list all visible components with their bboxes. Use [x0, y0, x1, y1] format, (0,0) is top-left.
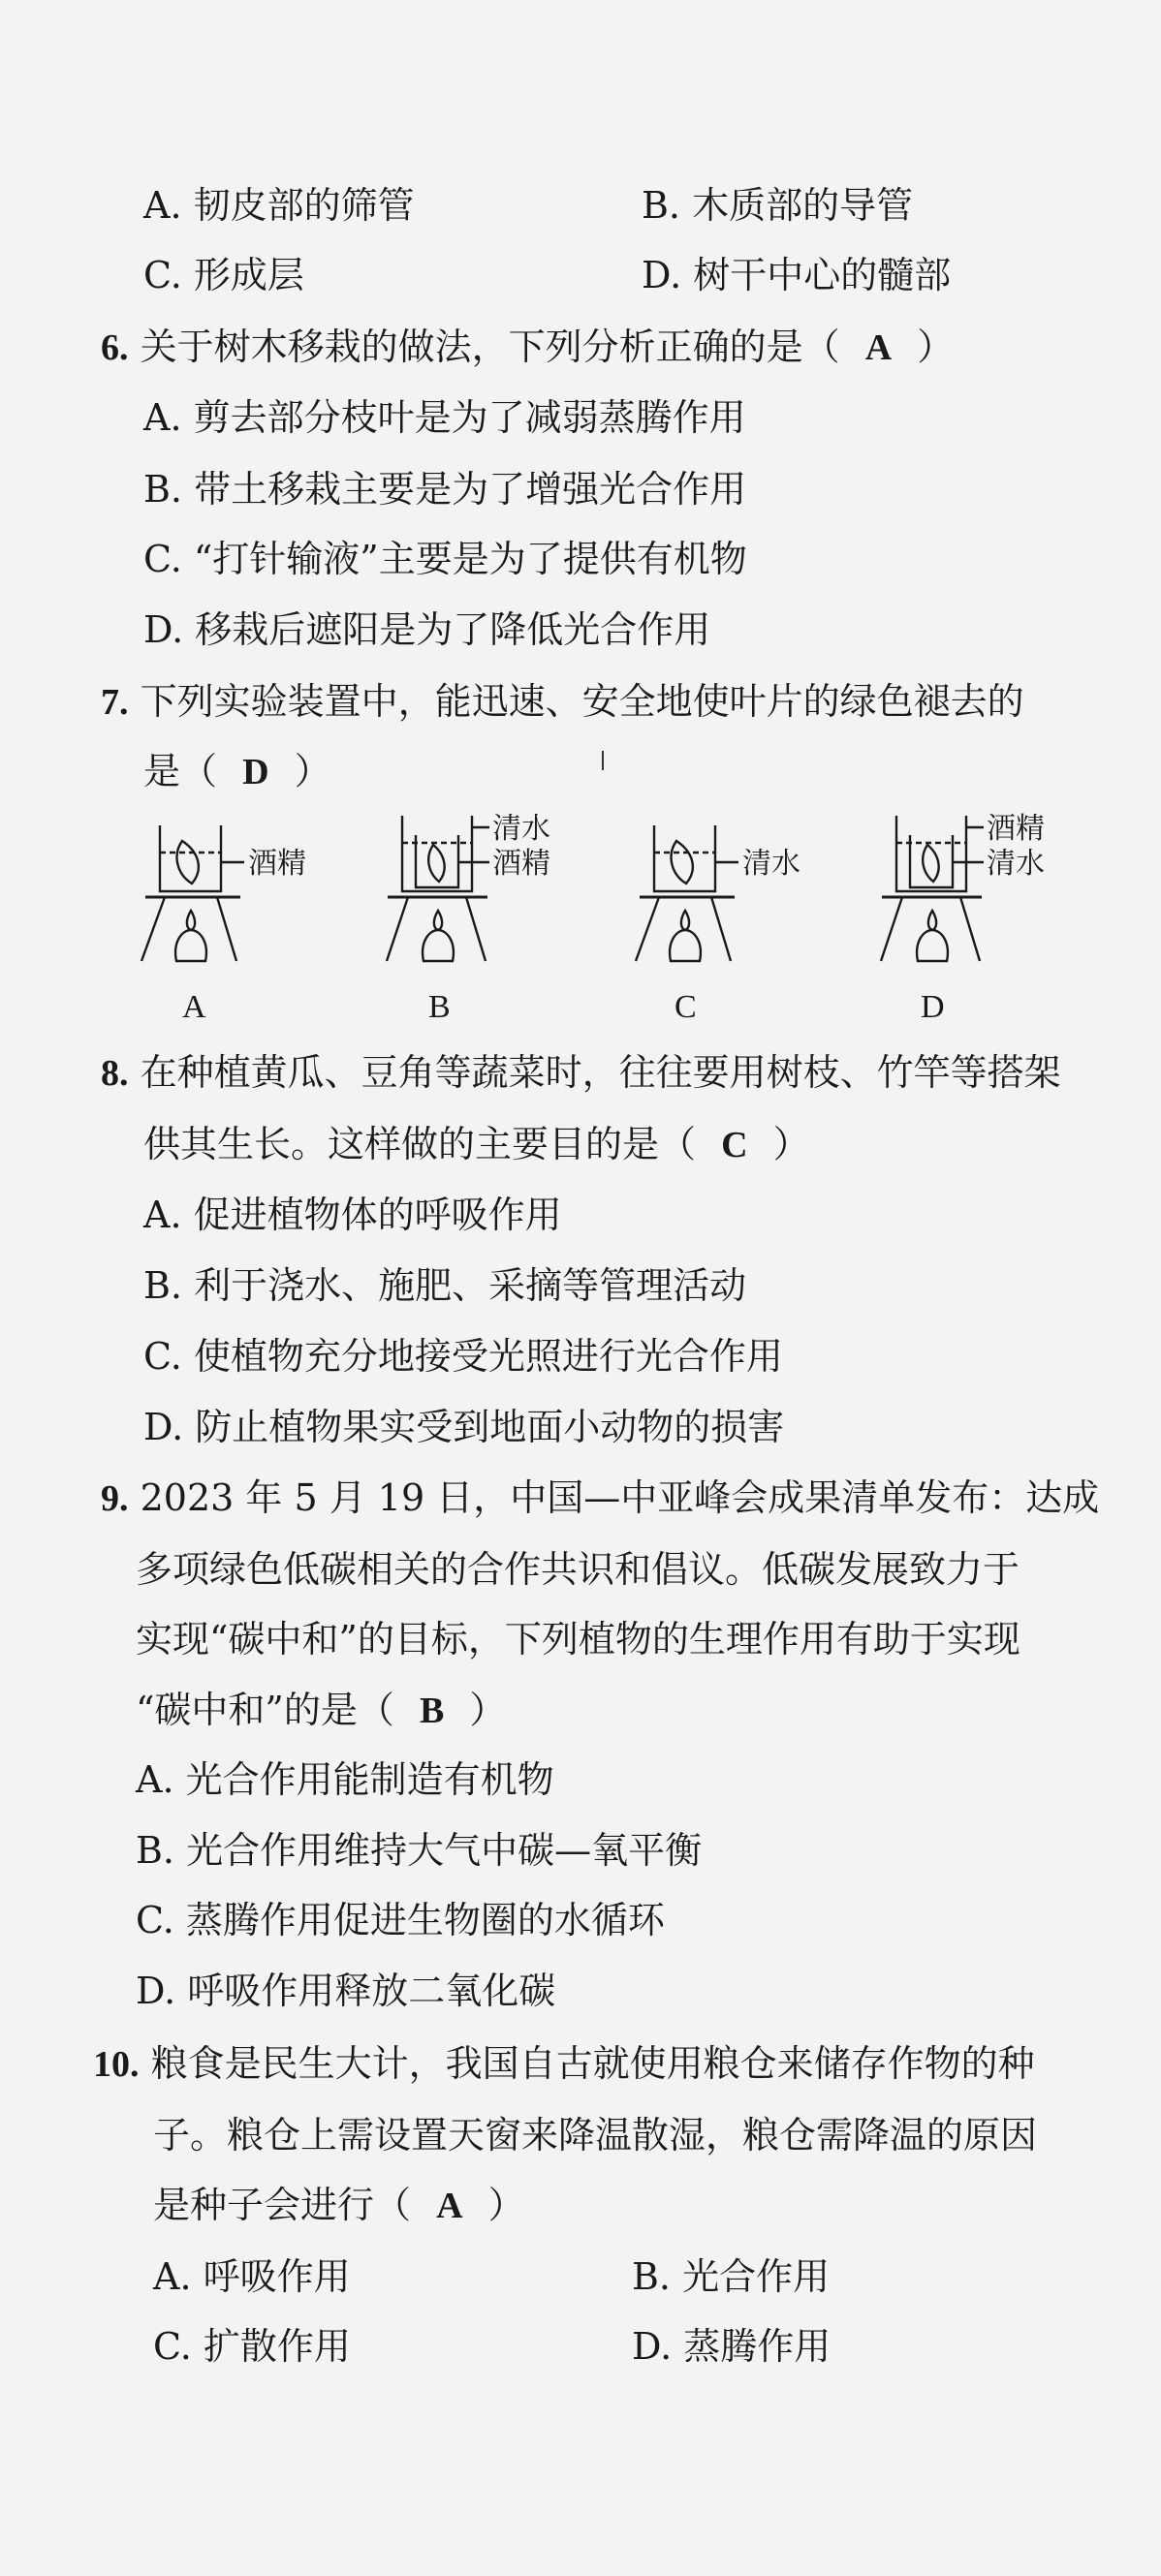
q5-option-c: C. 形成层 [143, 254, 304, 296]
q9-stem-line-4 [136, 1687, 506, 1734]
q9-stem-1: 2023 年 5 月 19 日，中国—中亚峰会成果清单发布：达成 [140, 1476, 1100, 1519]
q5-option-b: B. 木质部的导管 [642, 184, 914, 227]
q9-stem-4: “碳中和”的是（ [136, 1689, 394, 1731]
label-d-water: 清水 [987, 847, 1045, 881]
q6-option-b: B. 带土移栽主要是为了增强光合作用 [143, 468, 747, 511]
q7-stem-line-1 [101, 678, 1024, 726]
q7-stem-line-2 [143, 748, 331, 795]
q8-stem-1: 在种植黄瓜、豆角等蔬菜时，往往要用树枝、竹竿等搭架 [140, 1051, 1061, 1094]
q6-stem-line [101, 324, 954, 371]
q8-number: 8. [101, 1053, 129, 1094]
setup-d [881, 816, 984, 961]
q9-stem-line-3: 实现“碳中和”的目标，下列植物的生理作用有助于实现 [136, 1618, 1020, 1660]
q9-stem-line-1 [101, 1474, 1099, 1522]
stray-pen-mark [602, 751, 604, 770]
q10-stem-3: 是种子会进行（ [153, 2184, 412, 2226]
q7-answer: D [242, 752, 269, 792]
q7-stem-2: 是（ [143, 750, 218, 792]
q7-close: ） [294, 750, 331, 792]
q10-answer: A [436, 2186, 463, 2226]
q9-option-a: A. 光合作用能制造有机物 [136, 1758, 554, 1801]
q9-number: 9. [101, 1478, 129, 1519]
q10-number: 10. [93, 2044, 140, 2085]
q10-option-a: A. 呼吸作用 [153, 2255, 351, 2298]
q8-close: ） [772, 1123, 810, 1165]
q6-number: 6. [101, 327, 129, 368]
q10-stem-1: 粮食是民生大计，我国自古就使用粮仓来储存作物的种 [150, 2042, 1035, 2085]
label-d-alcohol: 酒精 [987, 812, 1045, 846]
label-a-alcohol: 酒精 [248, 847, 306, 881]
label-c-water: 清水 [742, 847, 800, 881]
caption-b: B [428, 989, 451, 1025]
q8-stem-line-1 [101, 1049, 1061, 1097]
q5-option-a: A. 韧皮部的筛管 [143, 184, 415, 227]
setup-b [387, 816, 489, 961]
q9-close: ） [469, 1689, 507, 1731]
caption-c: C [675, 989, 697, 1025]
q8-option-d: D. 防止植物果实受到地面小动物的损害 [143, 1406, 785, 1448]
q6-option-c: C. “打针输液”主要是为了提供有机物 [143, 538, 747, 580]
q8-stem-2: 供其生长。这样做的主要目的是（ [143, 1123, 697, 1165]
q8-option-b: B. 利于浇水、施肥、采摘等管理活动 [143, 1264, 747, 1307]
q6-close: ） [917, 326, 955, 368]
q5-option-d: D. 树干中心的髓部 [642, 254, 952, 296]
setup-a [141, 825, 244, 961]
q9-option-c: C. 蒸腾作用促进生物圈的水循环 [136, 1899, 665, 1941]
q7-stem-1: 下列实验装置中，能迅速、安全地使叶片的绿色褪去的 [140, 680, 1024, 723]
caption-d: D [921, 989, 945, 1025]
label-b-alcohol: 酒精 [492, 847, 550, 881]
label-b-water: 清水 [492, 812, 550, 846]
apparatus-svg [136, 806, 1066, 1031]
q10-close: ） [487, 2184, 525, 2226]
q9-stem-line-2: 多项绿色低碳相关的合作共识和倡议。低碳发展致力于 [136, 1548, 1020, 1591]
setup-c [636, 825, 738, 961]
q10-stem-line-3 [153, 2182, 525, 2229]
q8-stem-line-2 [143, 1121, 810, 1168]
q7-number: 7. [101, 682, 129, 723]
q10-option-b: B. 光合作用 [632, 2255, 831, 2298]
q6-option-a: A. 剪去部分枝叶是为了减弱蒸腾作用 [143, 396, 746, 439]
q10-stem-line-1 [93, 2040, 1035, 2088]
q8-answer: C [721, 1125, 748, 1165]
q6-answer: A [864, 327, 893, 368]
caption-a: A [182, 989, 206, 1025]
q9-option-d: D. 呼吸作用释放二氧化碳 [136, 1970, 556, 2012]
q9-option-b: B. 光合作用维持大气中碳—氧平衡 [136, 1829, 703, 1872]
q6-option-d: D. 移栽后遮阳是为了降低光合作用 [143, 608, 711, 651]
q8-option-c: C. 使植物充分地接受光照进行光合作用 [143, 1335, 783, 1378]
q10-option-d: D. 蒸腾作用 [632, 2325, 832, 2368]
q6-stem: 关于树木移栽的做法，下列分析正确的是（ [140, 326, 840, 368]
q10-option-c: C. 扩散作用 [153, 2325, 351, 2368]
q7-apparatus-figure [136, 806, 1066, 1031]
q8-option-a: A. 促进植物体的呼吸作用 [143, 1194, 562, 1236]
q10-stem-line-2: 子。粮仓上需设置天窗来降温散湿，粮仓需降温的原因 [153, 2114, 1038, 2157]
q9-answer: B [419, 1691, 445, 1731]
